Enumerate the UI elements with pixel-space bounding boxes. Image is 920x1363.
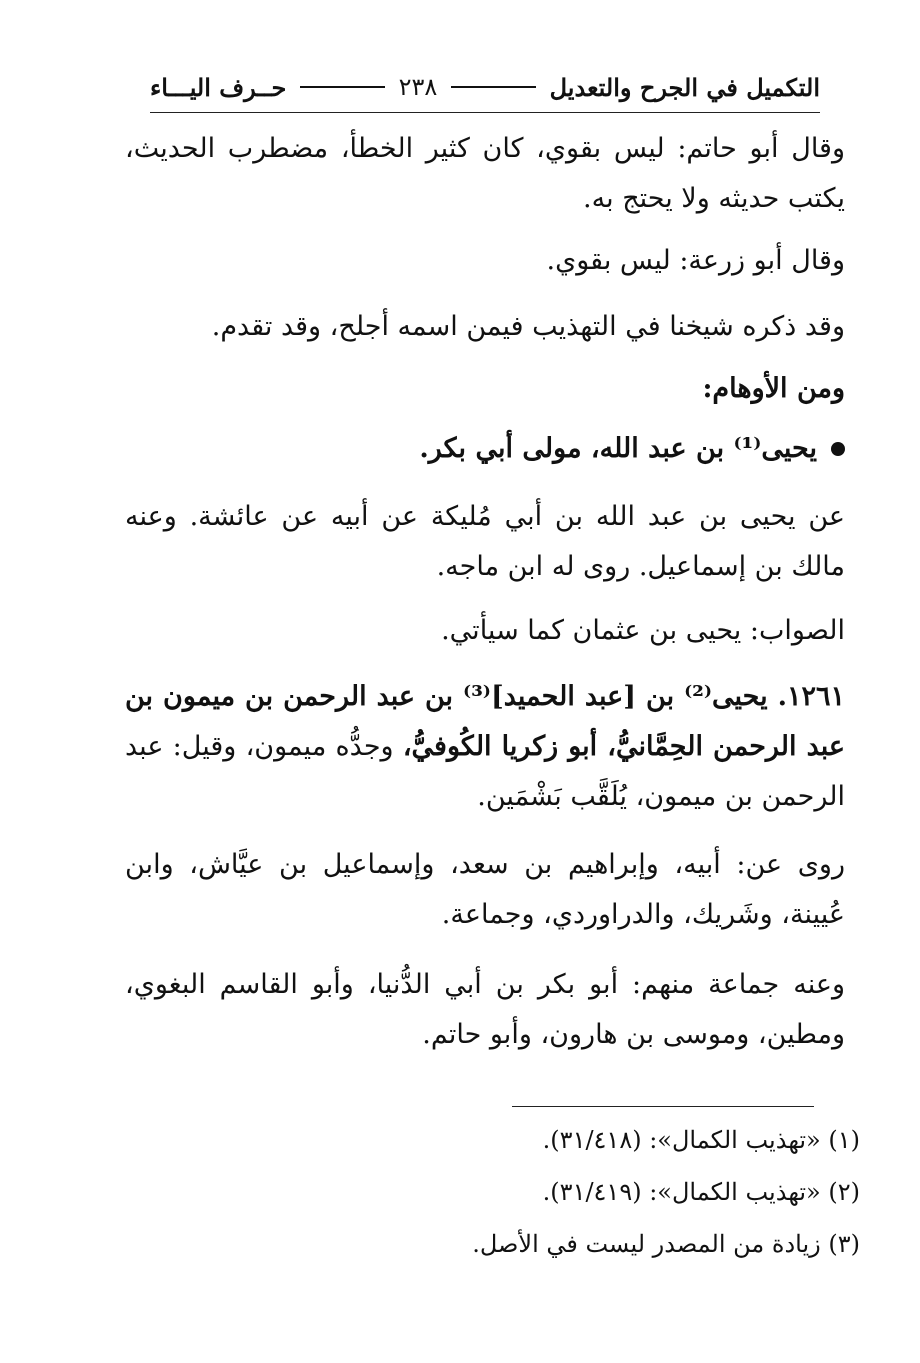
header-dash	[300, 86, 384, 88]
bullet-icon	[831, 442, 845, 456]
entry-1261-text: وجدُّه ميمون، وقيل: عبد الرحمن بن ميمون، يُلَقَّب بَشْمَين.	[125, 731, 845, 812]
footnote-2: (٢) «تهذيب الكمال»: (٣١/٤١٩).	[542, 1178, 860, 1206]
footnote-rule	[512, 1106, 814, 1107]
header-dash	[451, 86, 535, 88]
footnote-1: (١) «تهذيب الكمال»: (٣١/٤١٨).	[542, 1126, 860, 1154]
page-number: ٢٣٨	[398, 73, 438, 101]
entry-1261	[125, 672, 845, 822]
section-title: حــرف اليـــاء	[150, 72, 287, 102]
running-header	[150, 62, 820, 112]
book-title: التكميل في الجرح والتعديل	[549, 72, 820, 102]
paragraph-correction: الصواب: يحيى بن عثمان كما سيأتي.	[441, 615, 845, 646]
paragraph-narrated-from: روى عن: أبيه، وإبراهيم بن سعد، وإسماعيل بن عيَّاش، وابن عُيينة، وشَريك، والدراوردي، وجماعة.	[125, 849, 845, 930]
paragraph-narrated-by: وعنه جماعة منهم: أبو بكر بن أبي الدُّنيا، وأبو القاسم البغوي، ومطين، وموسى بن هارون، وأبو حاتم.	[125, 969, 845, 1050]
paragraph-narration: عن يحيى بن عبد الله بن أبي مُليكة عن أبيه عن عائشة. وعنه مالك بن إسماعيل. روى له ابن ماجه.	[125, 501, 845, 582]
entry-heading: يحيى⁽¹⁾ بن عبد الله، مولى أبي بكر.	[419, 433, 817, 464]
entry-yahya-ibn-abdullah	[125, 424, 845, 474]
footnote-3: (٣) زيادة من المصدر ليست في الأصل.	[472, 1230, 860, 1258]
entry-1261-heading: ١٢٦١. يحيى⁽²⁾ بن [عبد الحميد]⁽³⁾ بن عبد الرحمن بن ميمون بن عبد الرحمن الحِمَّانيُّ، أبو زكريا الكُوفيُّ،	[125, 681, 846, 762]
paragraph-abu-hatim: وقال أبو حاتم: ليس بقوي، كان كثير الخطأ، مضطرب الحديث، يكتب حديثه ولا يحتج به.	[125, 133, 845, 214]
header-rule	[150, 112, 820, 113]
section-heading-errors: ومن الأوهام:	[702, 373, 845, 404]
paragraph-tahdhib-note: وقد ذكره شيخنا في التهذيب فيمن اسمه أجلح، وقد تقدم.	[211, 311, 845, 342]
paragraph-abu-zurah: وقال أبو زرعة: ليس بقوي.	[546, 245, 845, 276]
